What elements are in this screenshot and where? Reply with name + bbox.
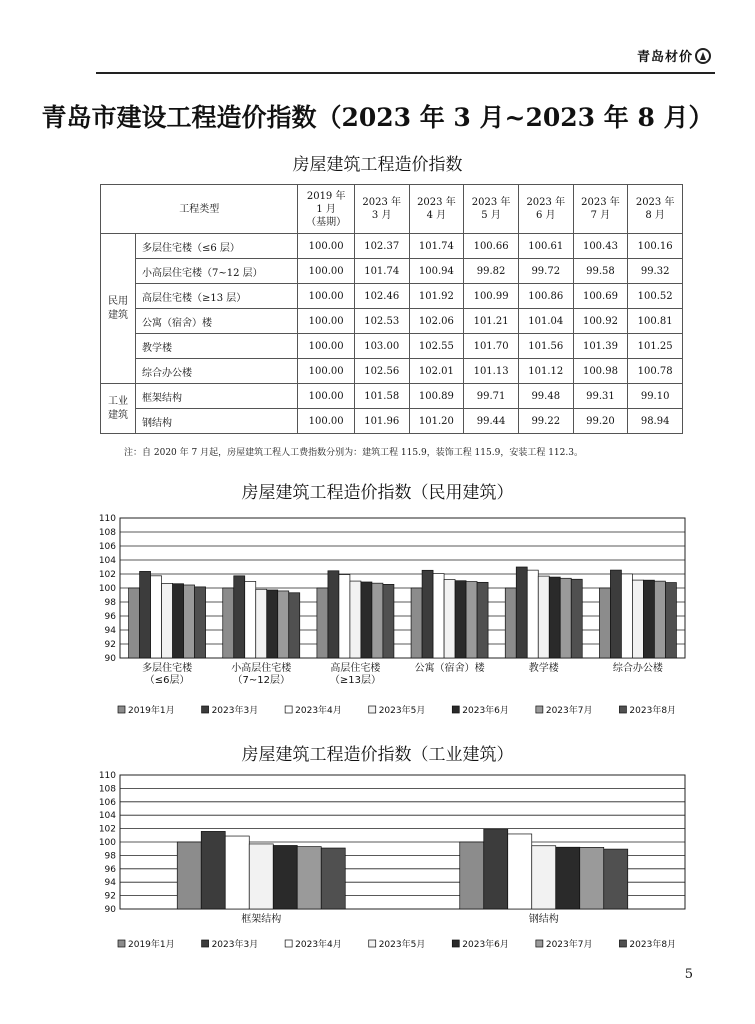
column-header-line: 6 月 [535, 210, 556, 221]
bar [643, 580, 654, 658]
y-tick-label: 106 [98, 542, 116, 552]
column-header-line: 3 月 [371, 210, 392, 221]
bar [516, 567, 527, 658]
table-title: 房屋建筑工程造价指数 [292, 155, 463, 175]
table-cell: 99.71 [464, 384, 519, 409]
y-tick-label: 92 [104, 640, 116, 650]
table-cell: 100.99 [464, 284, 519, 309]
table-cell: 99.72 [518, 259, 573, 284]
column-header-line: （基期） [306, 216, 347, 228]
category-label: 高层住宅楼 [330, 663, 381, 674]
category-label: 钢结构 [528, 914, 559, 925]
legend-label: 2023年4月 [295, 706, 342, 716]
table-cell: 100.61 [518, 234, 573, 259]
bar [273, 845, 297, 909]
y-tick-label: 110 [98, 771, 116, 781]
table-cell: 99.31 [573, 384, 628, 409]
header-rule [96, 72, 715, 74]
table-header-row [101, 185, 683, 234]
category-label: 小高层住宅楼 [231, 663, 292, 674]
bar [372, 583, 383, 658]
group-label [101, 234, 136, 384]
table-cell: 101.96 [354, 409, 409, 434]
column-header-line: 8 月 [645, 210, 665, 221]
bar [580, 847, 604, 909]
bar [173, 584, 184, 658]
table-cell: 100.78 [628, 359, 683, 384]
table-cell: 101.70 [464, 334, 519, 359]
legend-swatch [118, 940, 125, 947]
header-brand: 青岛材价 [636, 50, 693, 65]
legend-label: 2019年1月 [128, 940, 175, 950]
category-label: （≤6层） [144, 675, 190, 686]
table-row [101, 409, 683, 434]
chart-title-civil: 房屋建筑工程造价指数（民用建筑） [241, 483, 514, 503]
row-label: 多层住宅楼（≤6 层） [136, 234, 298, 259]
row-label: 小高层住宅楼（7~12 层） [136, 259, 298, 284]
bar [477, 582, 488, 658]
table-cell: 101.21 [464, 309, 519, 334]
bar [225, 836, 249, 909]
column-header-line: 2023 年 [581, 197, 620, 208]
row-label: 教学楼 [136, 334, 298, 359]
bar [339, 575, 350, 658]
table-cell: 102.56 [354, 359, 409, 384]
column-header-line: 2023 年 [362, 197, 402, 208]
legend-swatch [452, 940, 459, 947]
legend-label: 2023年5月 [378, 940, 426, 950]
bar [267, 590, 278, 658]
table-cell: 101.74 [354, 259, 409, 284]
bar [195, 587, 206, 658]
y-tick-label: 96 [104, 612, 116, 622]
table-row [101, 384, 683, 409]
table-cell: 99.10 [628, 384, 683, 409]
table-cell: 103.00 [354, 334, 409, 359]
bar [350, 581, 361, 658]
category-label: 公寓（宿舍）楼 [414, 663, 485, 674]
table-cell: 100.52 [628, 284, 683, 309]
bar [234, 576, 245, 658]
table-row [101, 284, 683, 309]
table-row [101, 309, 683, 334]
category-label: 框架结构 [241, 914, 282, 925]
legend-label: 2023年8月 [629, 940, 677, 950]
legend-swatch [285, 940, 292, 947]
table-cell: 101.12 [518, 359, 573, 384]
legend-label: 2019年1月 [128, 706, 175, 716]
table-cell: 99.32 [628, 259, 683, 284]
table-cell: 100.00 [298, 384, 354, 409]
bar [484, 829, 508, 909]
bar [289, 593, 300, 658]
type-header: 工程类型 [101, 185, 298, 234]
group-label-line: 建筑 [108, 309, 128, 321]
legend-label: 2023年7月 [545, 706, 593, 716]
index-table [100, 184, 683, 434]
bar [383, 584, 394, 658]
legend-swatch [202, 940, 209, 947]
table-cell: 99.44 [464, 409, 519, 434]
y-tick-label: 102 [98, 824, 116, 835]
civil-bar-chart [90, 510, 690, 720]
y-tick-label: 94 [104, 878, 116, 889]
legend-swatch [202, 706, 209, 713]
y-tick-label: 110 [98, 514, 116, 524]
bar [317, 588, 328, 658]
bar [505, 588, 516, 658]
table-cell: 100.86 [518, 284, 573, 309]
legend-label: 2023年3月 [211, 706, 259, 716]
table-cell: 99.20 [573, 409, 628, 434]
bar [151, 576, 162, 658]
table-cell: 102.53 [354, 309, 409, 334]
y-tick-label: 102 [98, 570, 116, 580]
bar [129, 588, 140, 658]
table-cell: 100.00 [298, 309, 354, 334]
table-cell: 102.37 [354, 234, 409, 259]
bar [184, 585, 195, 658]
category-label: （≥13层） [329, 675, 381, 686]
legend-swatch [536, 940, 543, 947]
table-cell: 101.20 [409, 409, 464, 434]
y-tick-label: 104 [98, 556, 116, 566]
group-label-line: 民用 [108, 295, 128, 307]
y-tick-label: 92 [104, 891, 116, 902]
legend-label: 2023年7月 [545, 940, 593, 950]
bar [599, 588, 610, 658]
legend-swatch [619, 940, 626, 947]
y-tick-label: 108 [98, 528, 116, 538]
y-tick-label: 100 [98, 584, 116, 594]
bar [361, 582, 372, 658]
table-cell: 102.55 [409, 334, 464, 359]
column-header [464, 185, 519, 234]
bar [571, 579, 582, 658]
legend-label: 2023年8月 [629, 706, 677, 716]
bar [556, 847, 580, 909]
column-header [518, 185, 573, 234]
industrial-bar-chart [90, 770, 690, 955]
legend-label: 2023年4月 [295, 940, 342, 950]
y-tick-label: 94 [104, 626, 116, 636]
table-cell: 100.00 [298, 234, 354, 259]
bar [665, 583, 676, 658]
legend-swatch [452, 706, 459, 713]
bar [411, 588, 422, 658]
table-cell: 100.00 [298, 334, 354, 359]
y-tick-label: 108 [98, 784, 116, 795]
group-label [101, 384, 136, 434]
column-header-line: 2019 年 [306, 190, 346, 202]
category-label: （7~12层） [232, 675, 290, 686]
y-tick-label: 98 [104, 598, 116, 608]
table-row [101, 359, 683, 384]
logo-icon [695, 48, 711, 64]
category-label: 综合办公楼 [612, 663, 663, 674]
table-cell: 100.66 [464, 234, 519, 259]
column-header [298, 185, 354, 234]
table-cell: 101.04 [518, 309, 573, 334]
y-tick-label: 104 [98, 811, 116, 822]
column-header-line: 5 月 [481, 210, 501, 221]
table-row [101, 334, 683, 359]
legend-label: 2023年6月 [462, 706, 509, 716]
table-note: 注：自 2020 年 7 月起，房屋建筑工程人工费指数分别为：建筑工程 115.9，装饰工程 115.9，安装工程 112.3。 [124, 448, 583, 458]
table-cell: 101.39 [573, 334, 628, 359]
group-label-line: 建筑 [108, 409, 128, 421]
bar [508, 834, 532, 909]
row-label: 高层住宅楼（≥13 层） [136, 284, 298, 309]
table-cell: 100.43 [573, 234, 628, 259]
bar [422, 570, 433, 658]
legend-swatch [619, 706, 626, 713]
table-cell: 100.89 [409, 384, 464, 409]
bar [654, 581, 665, 658]
row-label: 框架结构 [136, 384, 298, 409]
legend-swatch [118, 706, 125, 713]
bar [256, 589, 267, 658]
table-cell: 99.58 [573, 259, 628, 284]
bar [604, 849, 628, 909]
page-title: 青岛市建设工程造价指数（2023 年 3 月~2023 年 8 月） [41, 103, 714, 132]
table-cell: 100.98 [573, 359, 628, 384]
bar [297, 847, 321, 909]
table-cell: 99.48 [518, 384, 573, 409]
y-tick-label: 90 [104, 654, 116, 664]
bar [328, 571, 339, 658]
column-header-line: 2023 年 [471, 197, 511, 208]
bar [466, 582, 477, 658]
bar [532, 846, 556, 909]
bar [455, 581, 466, 658]
category-label: 多层住宅楼 [142, 663, 193, 674]
bar [610, 570, 621, 658]
y-tick-label: 90 [104, 905, 116, 915]
column-header [354, 185, 409, 234]
y-tick-label: 98 [104, 851, 116, 862]
table-cell: 100.81 [628, 309, 683, 334]
legend-swatch [285, 706, 292, 713]
table-cell: 100.94 [409, 259, 464, 284]
legend-label: 2023年5月 [378, 706, 426, 716]
column-header-line: 2023 年 [635, 197, 675, 208]
bar [177, 842, 201, 909]
table-cell: 101.25 [628, 334, 683, 359]
bar [632, 580, 643, 658]
column-header-line: 4 月 [426, 210, 447, 221]
bar [321, 848, 345, 909]
bar [223, 588, 234, 658]
table-cell: 102.01 [409, 359, 464, 384]
column-header-line: 2023 年 [526, 197, 566, 208]
bar [249, 844, 273, 909]
table-cell: 102.06 [409, 309, 464, 334]
legend-label: 2023年6月 [462, 940, 509, 950]
row-label: 综合办公楼 [136, 359, 298, 384]
bar [140, 571, 151, 658]
row-label: 公寓（宿舍）楼 [136, 309, 298, 334]
category-label: 教学楼 [528, 663, 559, 674]
table-cell: 101.92 [409, 284, 464, 309]
legend-swatch [536, 706, 543, 713]
table-cell: 101.13 [464, 359, 519, 384]
table-cell: 100.00 [298, 284, 354, 309]
column-header [409, 185, 464, 234]
bar [162, 583, 173, 658]
column-header-line: 7 月 [590, 210, 611, 221]
bar [460, 842, 484, 909]
y-tick-label: 106 [98, 797, 116, 808]
table-cell: 101.56 [518, 334, 573, 359]
table-cell: 100.16 [628, 234, 683, 259]
legend-swatch [369, 940, 376, 947]
y-tick-label: 96 [104, 864, 116, 875]
y-tick-label: 100 [98, 838, 116, 848]
table-cell: 100.69 [573, 284, 628, 309]
bar [527, 570, 538, 658]
column-header-line: 1 月 [316, 203, 336, 215]
group-label-line: 工业 [108, 395, 128, 407]
table-cell: 101.74 [409, 234, 464, 259]
bar [433, 574, 444, 658]
table-cell: 100.92 [573, 309, 628, 334]
table-cell: 100.00 [298, 259, 354, 284]
table-cell: 102.46 [354, 284, 409, 309]
bar [621, 574, 632, 658]
column-header [628, 185, 683, 234]
column-header [573, 185, 628, 234]
bar [549, 577, 560, 658]
table-cell: 101.58 [354, 384, 409, 409]
bar [201, 831, 225, 909]
bar [538, 576, 549, 658]
table-cell: 99.22 [518, 409, 573, 434]
bar [444, 580, 455, 658]
page-number: 5 [684, 967, 693, 982]
legend-swatch [369, 706, 376, 713]
chart-title-industrial: 房屋建筑工程造价指数（工业建筑） [241, 745, 514, 765]
bar [278, 591, 289, 658]
legend-label: 2023年3月 [211, 940, 259, 950]
bar [560, 578, 571, 658]
table-cell: 100.00 [298, 409, 354, 434]
row-label: 钢结构 [136, 409, 298, 434]
table-row [101, 259, 683, 284]
bar [245, 581, 256, 658]
table-cell: 99.82 [464, 259, 519, 284]
table-row [101, 234, 683, 259]
table-cell: 100.00 [298, 359, 354, 384]
column-header-line: 2023 年 [417, 197, 456, 208]
table-cell: 98.94 [628, 409, 683, 434]
